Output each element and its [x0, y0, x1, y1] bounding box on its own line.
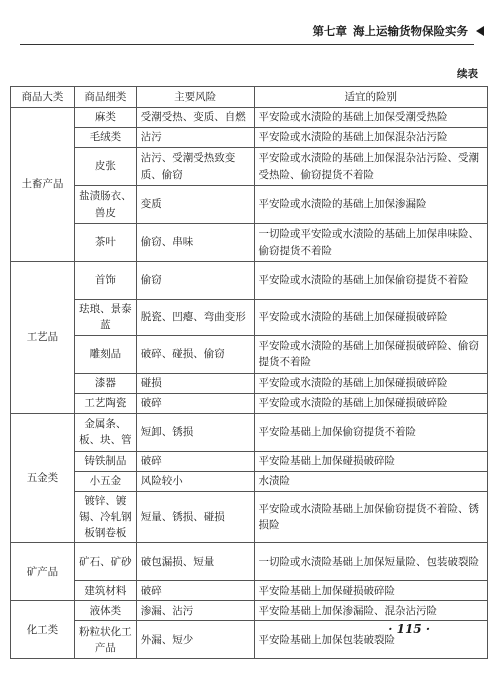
insurance-cell: 平安险或水渍险的基础上加保碰损破碎险: [254, 373, 487, 393]
category-cell: 矿产品: [11, 543, 75, 601]
page-number: · 115 ·: [388, 622, 430, 636]
table-row: [11, 471, 488, 491]
table-row: [11, 224, 488, 262]
subcategory-cell: 建筑材料: [74, 581, 136, 601]
subcategory-cell: 粉粒状化工产品: [74, 621, 136, 659]
table-row: [11, 373, 488, 393]
triangle-marker-icon: [476, 26, 484, 36]
insurance-cell: 平安险或水渍险的基础上加保混杂沾污险、受潮受热险、偷窃提货不着险: [254, 148, 487, 186]
column-header: 主要风险: [136, 87, 254, 108]
table-body: [11, 108, 488, 659]
continued-label: 续表: [457, 68, 478, 80]
risk-cell: 偷窃、串味: [136, 224, 254, 262]
insurance-cell: 平安险或水渍险基础上加保偷窃提货不着险、锈损险: [254, 491, 487, 543]
risk-cell: 脱瓷、凹瘪、弯曲变形: [136, 300, 254, 336]
subcategory-cell: 矿石、矿砂: [74, 543, 136, 581]
subcategory-cell: 麻类: [74, 108, 136, 128]
chapter-label: 第七章: [312, 24, 347, 38]
column-header: 适宜的险别: [254, 87, 487, 108]
insurance-cell: 平安险或水渍险的基础上加保受潮受热险: [254, 108, 487, 128]
table-row: [11, 335, 488, 373]
risk-cell: 破包漏损、短量: [136, 543, 254, 581]
risk-cell: 破碎: [136, 581, 254, 601]
subcategory-cell: 雕刻品: [74, 335, 136, 373]
risk-cell: 沾污、受潮受热致变质、偷窃: [136, 148, 254, 186]
insurance-cell: 平安险基础上加保碰损破碎险: [254, 451, 487, 471]
column-header: 商品大类: [11, 87, 75, 108]
table-row: [11, 491, 488, 543]
subcategory-cell: 毛绒类: [74, 128, 136, 148]
table-row: [11, 601, 488, 621]
risk-cell: 破碎: [136, 393, 254, 413]
header-rule: [20, 44, 474, 45]
table-header-row: [11, 87, 488, 108]
subcategory-cell: 盐渍肠衣、兽皮: [74, 186, 136, 224]
table-row: [11, 262, 488, 300]
subcategory-cell: 金属条、板、块、管: [74, 413, 136, 451]
table-row: [11, 451, 488, 471]
table-row: [11, 393, 488, 413]
insurance-cell: 平安险或水渍险的基础上加保碰损破碎险: [254, 393, 487, 413]
category-cell: 五金类: [11, 413, 75, 543]
risk-cell: 短量、锈损、碰损: [136, 491, 254, 543]
risk-cell: 渗漏、沾污: [136, 601, 254, 621]
insurance-cell: 水渍险: [254, 471, 487, 491]
insurance-cell: 平安险或水渍险的基础上加保渗漏险: [254, 186, 487, 224]
subcategory-cell: 小五金: [74, 471, 136, 491]
table-row: [11, 186, 488, 224]
risk-cell: 破碎: [136, 451, 254, 471]
insurance-table: [10, 86, 488, 659]
risk-cell: 碰损: [136, 373, 254, 393]
risk-cell: 受潮受热、变质、自燃: [136, 108, 254, 128]
risk-cell: 变质: [136, 186, 254, 224]
subcategory-cell: 皮张: [74, 148, 136, 186]
risk-cell: 外漏、短少: [136, 621, 254, 659]
risk-cell: 偷窃: [136, 262, 254, 300]
table-row: [11, 148, 488, 186]
insurance-cell: 一切险或平安险或水渍险的基础上加保串味险、偷窃提货不着险: [254, 224, 487, 262]
risk-cell: 沾污: [136, 128, 254, 148]
chapter-title: 海上运输货物保险实务: [353, 24, 468, 38]
risk-cell: 破碎、碰损、偷窃: [136, 335, 254, 373]
table-row: [11, 543, 488, 581]
category-cell: 工艺品: [11, 262, 75, 414]
insurance-cell: 平安险或水渍险的基础上加保碰损破碎险: [254, 300, 487, 336]
subcategory-cell: 镀锌、镀锡、冷轧钢板钢卷板: [74, 491, 136, 543]
insurance-cell: 平安险或水渍险的基础上加保碰损破碎险、偷窃提货不着险: [254, 335, 487, 373]
table-row: [11, 128, 488, 148]
subcategory-cell: 工艺陶瓷: [74, 393, 136, 413]
risk-cell: 短卸、锈损: [136, 413, 254, 451]
subcategory-cell: 茶叶: [74, 224, 136, 262]
insurance-cell: 平安险基础上加保渗漏险、混杂沾污险: [254, 601, 487, 621]
insurance-cell: 平安险或水渍险的基础上加保混杂沾污险: [254, 128, 487, 148]
subcategory-cell: 液体类: [74, 601, 136, 621]
table-row: [11, 413, 488, 451]
subcategory-cell: 铸铁制品: [74, 451, 136, 471]
insurance-cell: 平安险基础上加保包装破裂险: [254, 621, 487, 659]
subcategory-cell: 首饰: [74, 262, 136, 300]
risk-cell: 风险较小: [136, 471, 254, 491]
table-row: [11, 108, 488, 128]
insurance-cell: 平安险或水渍险的基础上加保偷窃提货不着险: [254, 262, 487, 300]
category-cell: 土畜产品: [11, 108, 75, 262]
subcategory-cell: 漆器: [74, 373, 136, 393]
table-row: [11, 581, 488, 601]
insurance-cell: 一切险或水渍险基础上加保短量险、包装破裂险: [254, 543, 487, 581]
table-row: [11, 300, 488, 336]
column-header: 商品细类: [74, 87, 136, 108]
insurance-cell: 平安险基础上加保碰损破碎险: [254, 581, 487, 601]
running-header: [10, 20, 484, 42]
subcategory-cell: 珐琅、景泰蓝: [74, 300, 136, 336]
category-cell: 化工类: [11, 601, 75, 659]
insurance-cell: 平安险基础上加保偷窃提货不着险: [254, 413, 487, 451]
